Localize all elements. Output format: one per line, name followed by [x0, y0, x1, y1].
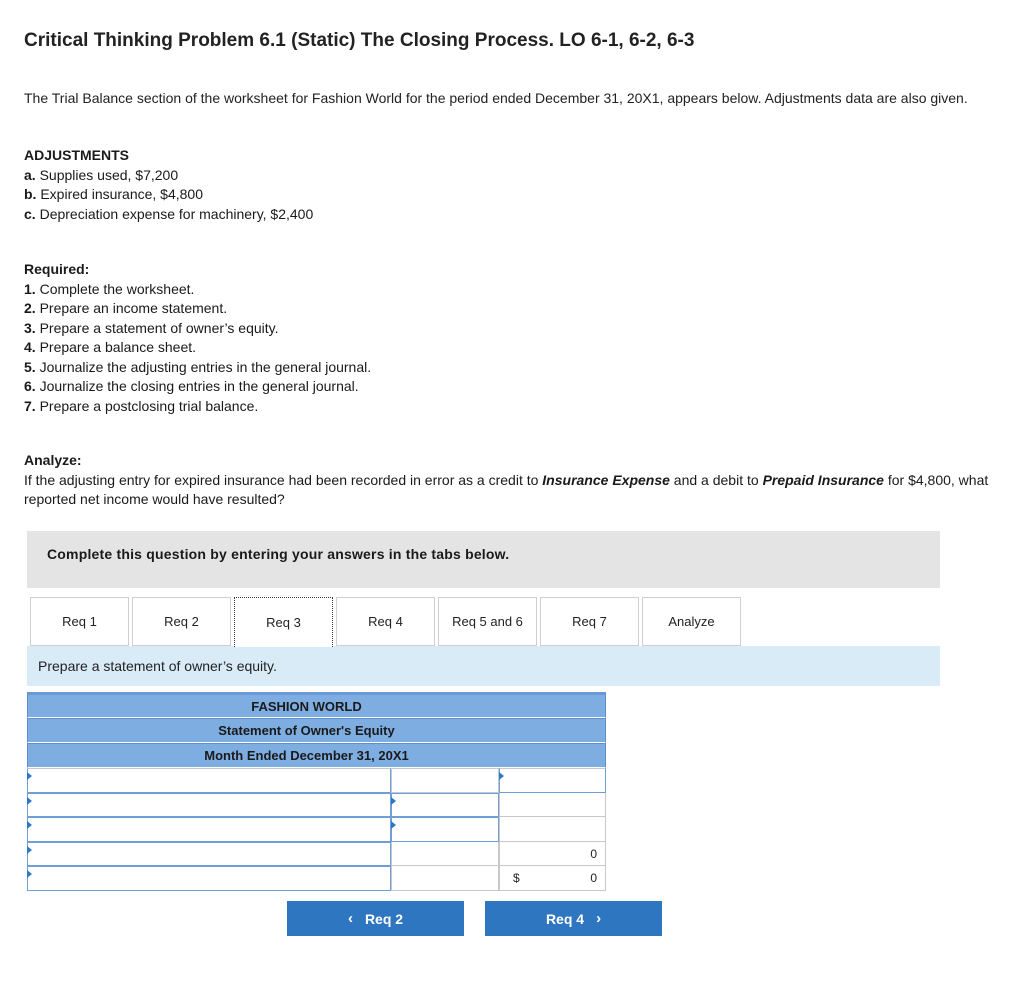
tab-req-1[interactable]: Req 1 — [30, 597, 129, 646]
row2-label-input[interactable] — [27, 793, 391, 818]
analyze-text — [24, 471, 1014, 510]
row2-amount-input[interactable] — [391, 793, 499, 818]
required-item — [24, 319, 371, 339]
adjustment-item — [24, 166, 313, 186]
owners-equity-statement — [27, 692, 606, 891]
next-req-label: Req 4 — [545, 910, 585, 927]
required-item — [24, 338, 371, 358]
tab-req-2[interactable]: Req 2 — [132, 597, 231, 646]
adjustments-section — [24, 146, 313, 224]
row1-total-input[interactable] — [499, 768, 606, 793]
required-num: 4. — [24, 339, 36, 355]
statement-period: Month Ended December 31, 20X1 — [27, 743, 606, 768]
required-text: Journalize the adjusting entries in the general journal. — [39, 358, 372, 375]
adjustment-key: a. — [24, 166, 36, 183]
analyze-text-part: If the adjusting entry for expired insurance had been recorded in error as a credit to — [24, 471, 543, 488]
adjustments-heading: ADJUSTMENTS — [24, 147, 130, 163]
analyze-text-part: for $4,800, what reported net income would have resulted? — [24, 471, 989, 507]
analyze-section — [24, 451, 1014, 510]
required-text: Prepare a postclosing trial balance. — [39, 397, 259, 414]
analyze-text-part: and a debit to — [669, 471, 763, 488]
required-num: 7. — [24, 397, 36, 414]
required-item — [24, 377, 371, 397]
row5-label-input[interactable] — [27, 866, 391, 891]
row3-label-input[interactable] — [27, 817, 391, 842]
adjustment-item — [24, 205, 313, 225]
required-text: Prepare an income statement. — [39, 300, 228, 316]
adjustment-key: c. — [24, 205, 36, 222]
row4-total-value: 0 — [499, 842, 606, 867]
dollar-sign: $ — [513, 871, 520, 885]
adjustment-text: Depreciation expense for machinery, $2,400 — [39, 205, 314, 222]
required-item — [24, 280, 371, 300]
required-heading: Required: — [24, 261, 90, 277]
table-row — [27, 793, 606, 818]
analyze-heading: Analyze: — [24, 452, 82, 468]
tab-req-7[interactable]: Req 7 — [540, 597, 639, 646]
chevron-right-icon: › — [596, 910, 602, 927]
statement-rows — [27, 768, 606, 891]
table-row — [27, 866, 606, 891]
adjustment-text: Supplies used, $7,200 — [39, 166, 179, 183]
tab-analyze[interactable]: Analyze — [642, 597, 741, 646]
chevron-left-icon: ‹ — [347, 910, 353, 927]
intro-text: The Trial Balance section of the worksheet for Fashion World for the period ended December 31, 20X1, appears below. Adjustments data are also given. — [24, 90, 968, 106]
adjustment-item — [24, 185, 313, 205]
required-text: Journalize the closing entries in the general journal. — [39, 378, 359, 394]
adjustment-key: b. — [24, 186, 37, 202]
row4-amount-cell — [391, 842, 499, 867]
row1-label-input[interactable] — [27, 768, 391, 793]
required-section — [24, 260, 371, 416]
required-num: 3. — [24, 319, 36, 336]
row3-total-cell — [499, 817, 606, 842]
required-text: Prepare a statement of owner’s equity. — [39, 319, 279, 336]
prev-req-label: Req 2 — [364, 910, 404, 927]
tab-panel-instruction: Prepare a statement of owner’s equity. — [27, 646, 940, 686]
statement-company: FASHION WORLD — [27, 692, 606, 718]
statement-title: Statement of Owner's Equity — [27, 718, 606, 743]
tab-req-5-and-6[interactable]: Req 5 and 6 — [438, 597, 537, 646]
row5-total-number: 0 — [590, 871, 597, 885]
required-num: 5. — [24, 358, 36, 375]
next-req-button[interactable] — [485, 901, 662, 936]
required-num: 2. — [24, 300, 36, 316]
instruction-bar: Complete this question by entering your answers in the tabs below. — [27, 531, 940, 588]
row4-label-input[interactable] — [27, 842, 391, 867]
required-item — [24, 299, 371, 319]
row5-total-value — [499, 866, 606, 891]
row3-amount-input[interactable] — [391, 817, 499, 842]
table-row — [27, 768, 606, 793]
tab-bar — [30, 597, 744, 646]
row1-amount-cell — [391, 768, 499, 793]
analyze-emphasis: Insurance Expense — [542, 471, 670, 488]
table-row — [27, 842, 606, 867]
required-item — [24, 358, 371, 378]
table-row — [27, 817, 606, 842]
page-title: Critical Thinking Problem 6.1 (Static) The Closing Process. LO 6-1, 6-2, 6-3 — [24, 30, 695, 51]
required-text: Prepare a balance sheet. — [39, 339, 197, 355]
adjustment-text: Expired insurance, $4,800 — [40, 186, 204, 202]
tab-req-4[interactable]: Req 4 — [336, 597, 435, 646]
prev-req-button[interactable] — [287, 901, 464, 936]
required-text: Complete the worksheet. — [39, 280, 195, 297]
row2-total-cell — [499, 793, 606, 818]
required-num: 1. — [24, 280, 36, 297]
required-item — [24, 397, 371, 417]
required-num: 6. — [24, 378, 36, 394]
row5-amount-cell — [391, 866, 499, 891]
tab-req-3[interactable]: Req 3 — [234, 597, 333, 647]
analyze-emphasis: Prepaid Insurance — [762, 471, 884, 488]
